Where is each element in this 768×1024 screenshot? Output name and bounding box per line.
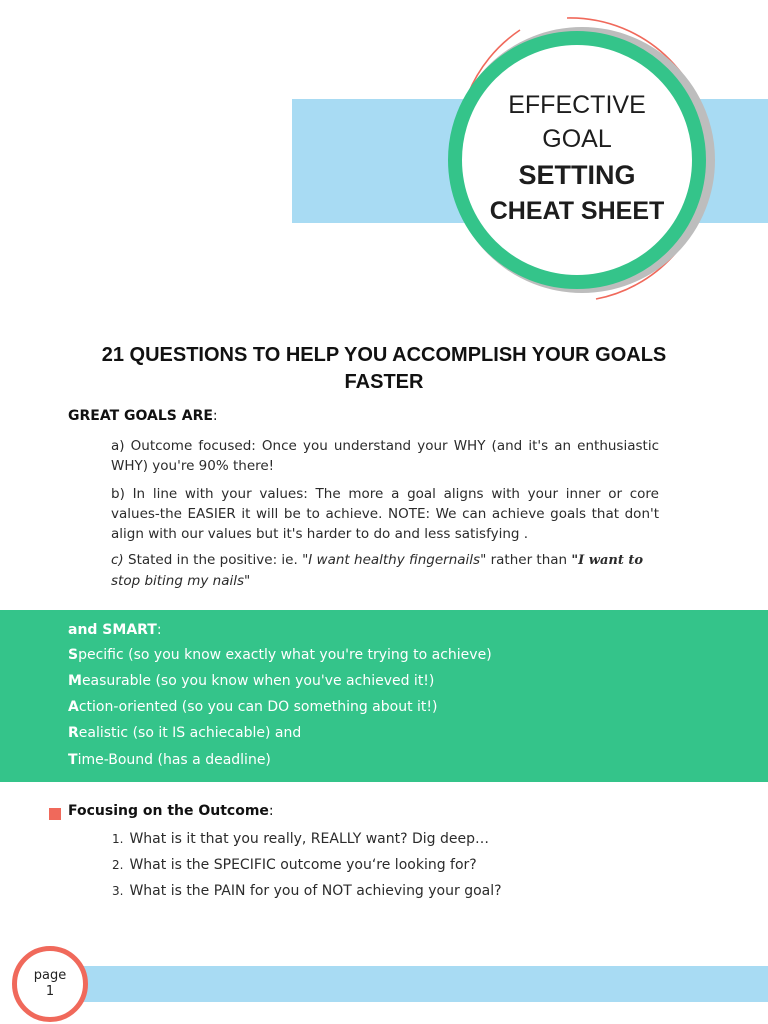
question-number: 2.: [112, 858, 124, 872]
question-item-2: [112, 857, 477, 873]
main-heading: [60, 342, 708, 396]
smart-letter: R: [68, 725, 79, 741]
goal-item-a: a) Outcome focused: Once you understand your WHY (and it's an enthusiastic WHY) you're 90% there!: [111, 438, 659, 474]
outcome-heading: [68, 803, 274, 819]
goal-item-c-text2: " rather than: [480, 552, 572, 568]
smart-text: ction-oriented (so you can DO something about it!): [78, 699, 438, 715]
great-goals-label: GREAT GOALS ARE: [68, 408, 213, 424]
smart-text: easurable (so you know when you've achieved it!): [81, 673, 435, 689]
smart-row-action-oriented: [68, 699, 437, 715]
great-goals-colon: :: [212, 408, 218, 424]
goal-item-c-bold-italic: "I want to: [571, 553, 644, 568]
question-text: What is it that you really, REALLY want? Dig deep…: [129, 831, 489, 847]
smart-row-time-bound: [68, 752, 271, 768]
smart-row-realistic: [68, 725, 301, 741]
smart-letter: T: [68, 752, 78, 768]
title-goal: GOAL: [542, 125, 612, 153]
smart-row-measurable: [68, 673, 434, 689]
square-bullet-icon: [49, 808, 61, 820]
smart-letter: M: [68, 673, 82, 689]
question-number: 3.: [112, 884, 124, 898]
question-number: 1.: [112, 832, 124, 846]
question-item-1: [112, 831, 489, 847]
outcome-label: Focusing on the Outcome: [68, 803, 269, 819]
title-cheat-sheet: CHEAT SHEET: [489, 197, 665, 225]
goal-item-c-prefix: c): [111, 552, 124, 568]
goal-item-c-italic2: stop biting my nails: [111, 573, 245, 589]
smart-row-specific: [68, 647, 492, 663]
great-goals-heading: [68, 408, 218, 424]
goal-item-b: b) In line with your values: The more a goal aligns with your inner or core values-the EASIER it will be to achieve. NOTE: We can achieve goals that don't align with our values but it's harder to do and less satisfying .: [111, 486, 659, 542]
goal-item-c: [111, 550, 659, 591]
page-word: page: [33, 968, 67, 983]
smart-text: ime-Bound (has a deadline): [77, 752, 271, 768]
smart-heading: [68, 622, 162, 638]
smart-letter: S: [68, 647, 79, 663]
smart-letter: A: [68, 699, 79, 715]
question-text: What is the PAIN for you of NOT achieving your goal?: [129, 883, 502, 899]
page-number-label: [12, 968, 88, 1000]
question-text: What is the SPECIFIC outcome you‘re looking for?: [129, 857, 477, 873]
main-heading-line1: 21 QUESTIONS TO HELP YOU ACCOMPLISH YOUR GOALS: [101, 344, 667, 366]
outcome-colon: :: [268, 803, 274, 819]
question-item-3: [112, 883, 502, 899]
smart-label: and SMART: [68, 622, 157, 638]
smart-text: pecific (so you know exactly what you're trying to achieve): [78, 647, 492, 663]
goal-item-c-end: ": [244, 573, 251, 589]
title-effective: EFFECTIVE: [508, 91, 646, 119]
main-heading-line2: FASTER: [344, 371, 424, 393]
goal-item-c-italic: I want healthy fingernails: [308, 552, 481, 568]
title-setting: SETTING: [518, 160, 636, 190]
footer-blue-band: [30, 966, 768, 1002]
page-number: 1: [45, 984, 55, 999]
smart-colon: :: [156, 622, 162, 638]
smart-text: ealistic (so it IS achiecable) and: [78, 725, 302, 741]
cheat-sheet-title: [482, 88, 672, 228]
goal-item-c-text1: Stated in the positive: ie. ": [123, 552, 309, 568]
